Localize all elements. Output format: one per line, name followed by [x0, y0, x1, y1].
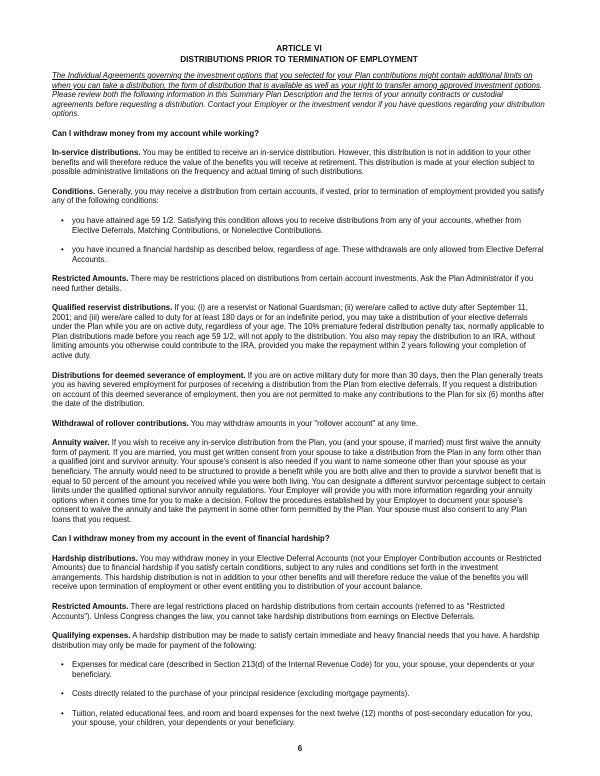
question-financial-hardship: Can I withdraw money from my account in the event of financial hardship? — [52, 534, 330, 544]
conditions-paragraph: Conditions. Generally, you may receive a distribution from certain accounts, if vested, prior to termination of employment provided you satisfy any of the following conditions: — [52, 186, 545, 206]
conditions-bullet-1: • you have attained age 59 1/2. Satisfying this condition allows you to receive distributions from any of your accounts, whether from Elective Deferrals, Matching Contributions, or Nonelective Contributions. — [61, 216, 522, 235]
bullet-glyph: • — [61, 708, 64, 718]
annuity-waiver-paragraph: Annuity waiver. If you wish to receive any in-service distribution from the Plan, you (and your spouse, if married) must first waive the annuity form of payment. If you are married, you must get written consent from your spouse to take a distribution from the Plan in any form other than a qualified joint and survivor annuity. Your spouse's consent is also needed if you want to name someone other than your spouse as your beneficiary. The annuity would need to be structured to provide a benefit while you are both alive and then to provide a survivor benefit that is equal to 50 percent of the amount you received while you were both living. You can designate a different survivor percentage subject to certain limits under the qualified optional survivor annuity regulations. Your Employer will provide you with more information regarding your annuity options when it comes time for you to make a decision. Follow the procedures established by your Employer to document your spouse's consent to waive the annuity and take the payment in some other form permitted by the Plan. Your spouse must also consent to any Plan loans that you request. — [52, 438, 546, 524]
severance-paragraph: Distributions for deemed severance of employment. If you are on active military duty for more than 30 days, then the Plan generally treats you as having severed employment for purposes of receiving a distribution from the Plan from elective deferrals. If you request a distribution on account of this deemed severance of employment, then you are not permitted to make any contributions to the Plan for six (6) months after the date of the distribution. — [52, 370, 544, 409]
question-withdraw-while-working: Can I withdraw money from my account while working? — [52, 128, 260, 138]
page-number: 6 — [297, 744, 303, 753]
restricted-amounts-paragraph-2: Restricted Amounts. There are legal restrictions placed on hardship distributions from certain accounts (referred to as "Restricted Accounts"). Unless Congress changes the law, you cannot take hardship distributions from earnings on Elective Deferrals. — [52, 601, 505, 621]
qualifying-expenses-paragraph: Qualifying expenses. A hardship distribution may be made to satisfy certain immediate and heavy financial needs that you have. A hardship distribution may only be made for payment of the following: — [52, 631, 540, 650]
qualifying-bullet-3: • Tuition, related educational fees, and room and board expenses for the next twelve (12) months of post-secondary education for you, your spouse, your children, your dependents or your beneficiary. — [61, 708, 533, 728]
hardship-paragraph: Hardship distributions. You may withdraw money in your Elective Deferral Accounts (not your Employer Contribution accounts or Restricted Amounts) due to financial hardship if you satisfy certain conditions, subject to any rules and conditions set forth in the investment arrangements. This hardship distribution is not in addition to your other benefits and will therefore reduce the value of the benefits you will receive upon termination of employment or other event entitling you to distribution of your account balance. — [52, 553, 542, 592]
qualifying-bullet-2: • Costs directly related to the purchase of your principal residence (excluding mortgage payments). — [61, 689, 410, 699]
intro-text: . Please review both the following information in this Summary Plan Description and the terms of your annuity contracts or custodial agreements before requesting a distribution. Contact your Employer or the investment vendor if you have questions regarding your distribution options. — [52, 80, 545, 119]
bullet-glyph: • — [61, 245, 64, 255]
document-page — [52, 44, 546, 728]
intro-underlined-text: The Individual Agreements governing the investment options that you selected for your Plan contributions might contain additional limits on when you can take a distribution, the form of distribution that is available as well as your right to transfer among approved investment options — [52, 71, 540, 90]
article-number: ARTICLE VI — [276, 44, 322, 53]
rollover-paragraph: Withdrawal of rollover contributions. You may withdraw amounts in your "rollover account" at any time. — [52, 418, 418, 428]
inservice-paragraph: In-service distributions. You may be entitled to receive an in-service distribution. However, this distribution is not in addition to your other benefits and will therefore reduce the value of the benefits you will receive at retirement. This distribution is made at your election subject to possible administrative limitations on the frequency and actual timing of such distributions. — [52, 148, 535, 177]
bullet-glyph: • — [61, 660, 64, 670]
bullet-glyph: • — [61, 689, 64, 699]
restricted-amounts-paragraph-1: Restricted Amounts. There may be restrictions placed on distributions from certain account investments. Ask the Plan Administrator if you need further details. — [52, 274, 534, 293]
qualifying-bullet-1: • Expenses for medical care (described in Section 213(d) of the Internal Revenue Code) for you, your spouse, your dependents or your beneficiary. — [61, 660, 535, 679]
bullet-glyph: • — [61, 216, 64, 226]
reservist-paragraph: Qualified reservist distributions. If you: (i) are a reservist or National Guardsman; (ii) were/are called to active duty after September 11, 2001; and (iii) were/are called to duty for at least 180 days or for an indefinite period, you may take a distribution of your elective deferrals under the Plan while you are on active duty, regardless of your age. The 10% premature federal distribution penalty tax, normally applicable to Plan distributions made before you reach age 59 1/2, will not apply to the distribution. You also may repay the distribution to an IRA, without limiting amounts you otherwise could contribute to the IRA, provided you make the repayment within 2 years following your completion of active duty. — [52, 303, 544, 361]
article-heading: DISTRIBUTIONS PRIOR TO TERMINATION OF EMPLOYMENT — [180, 54, 418, 64]
intro-paragraph — [52, 71, 546, 119]
conditions-bullet-2: • you have incurred a financial hardship as described below, regardless of age. These withdrawals are only allowed from Elective Deferral Accounts. — [61, 245, 544, 264]
